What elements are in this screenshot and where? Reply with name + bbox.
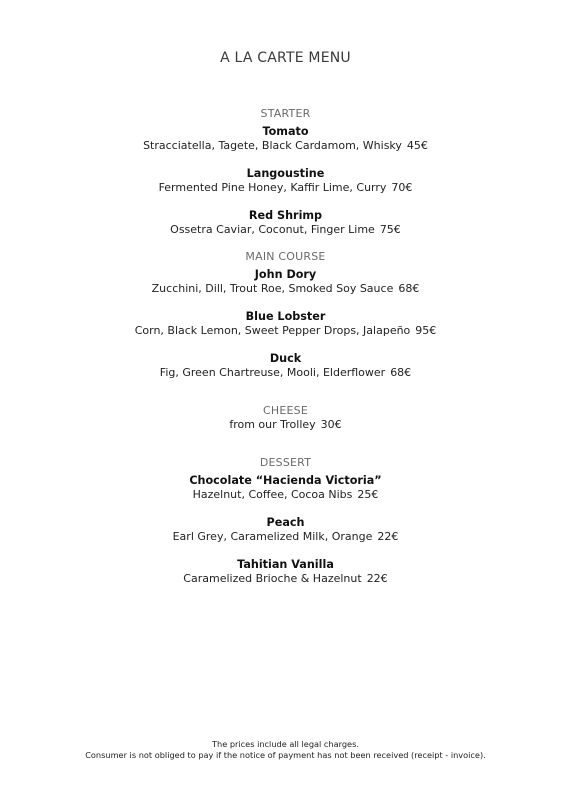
page-title: A LA CARTE MENU	[220, 50, 351, 66]
menu-item-tahitian-vanilla	[0, 558, 571, 586]
item-name: Langoustine	[246, 167, 325, 180]
section-heading-starter: STARTER	[260, 107, 311, 120]
item-description-line	[0, 572, 571, 586]
item-description: Hazelnut, Coffee, Cocoa Nibs	[192, 488, 353, 501]
item-description: Corn, Black Lemon, Sweet Pepper Drops, Jalapeño	[134, 324, 411, 337]
item-name: Tahitian Vanilla	[237, 558, 334, 571]
item-description: Caramelized Brioche & Hazelnut	[183, 572, 362, 585]
item-description-line	[0, 366, 571, 380]
item-price: 75€	[379, 223, 401, 236]
item-name: John Dory	[254, 268, 317, 281]
item-description-line	[0, 223, 571, 237]
menu-item-john-dory	[0, 268, 571, 296]
menu-item-peach	[0, 516, 571, 544]
section-dessert	[0, 456, 571, 586]
section-heading-main-course: MAIN COURSE	[245, 250, 326, 263]
section-cheese	[0, 404, 571, 432]
footer-line-consumer-notice: Consumer is not obliged to pay if the notice of payment has not been received (receipt - invoice).	[85, 750, 486, 760]
item-description: Stracciatella, Tagete, Black Cardamom, Whisky	[143, 139, 402, 152]
item-description-line	[0, 488, 571, 502]
item-price: 68€	[390, 366, 412, 379]
menu-item-cheese-trolley	[0, 418, 571, 432]
item-description: Fermented Pine Honey, Kaffir Lime, Curry	[158, 181, 387, 194]
menu-item-chocolate	[0, 474, 571, 502]
item-description-line	[0, 418, 571, 432]
item-price: 95€	[415, 324, 437, 337]
item-description: Earl Grey, Caramelized Milk, Orange	[172, 530, 373, 543]
item-price: 22€	[366, 572, 388, 585]
item-description: Fig, Green Chartreuse, Mooli, Elderflower	[159, 366, 386, 379]
item-name: Duck	[269, 352, 302, 365]
item-price: 22€	[377, 530, 399, 543]
menu-body	[0, 107, 571, 586]
item-description: Zucchini, Dill, Trout Roe, Smoked Soy Sauce	[151, 282, 394, 295]
item-description-line	[0, 324, 571, 338]
item-name: Tomato	[262, 125, 309, 138]
item-price: 30€	[320, 418, 342, 431]
section-starter	[0, 107, 571, 237]
section-main-course	[0, 250, 571, 380]
item-name: Red Shrimp	[248, 209, 323, 222]
item-price: 25€	[357, 488, 379, 501]
item-description-line	[0, 282, 571, 296]
item-description-line	[0, 139, 571, 153]
section-heading-cheese: CHEESE	[263, 404, 308, 417]
item-name: Chocolate “Hacienda Victoria”	[189, 474, 382, 487]
menu-item-red-shrimp	[0, 209, 571, 237]
item-price: 68€	[398, 282, 420, 295]
item-price: 45€	[406, 139, 428, 152]
item-description-line	[0, 181, 571, 195]
item-description-line	[0, 530, 571, 544]
item-description: from our Trolley	[229, 418, 316, 431]
item-name: Peach	[266, 516, 305, 529]
menu-item-langoustine	[0, 167, 571, 195]
item-price: 70€	[391, 181, 413, 194]
menu-item-duck	[0, 352, 571, 380]
item-name: Blue Lobster	[245, 310, 326, 323]
menu-item-blue-lobster	[0, 310, 571, 338]
footer-line-prices: The prices include all legal charges.	[212, 739, 359, 749]
menu-item-tomato	[0, 125, 571, 153]
legal-footer	[0, 739, 571, 761]
item-description: Ossetra Caviar, Coconut, Finger Lime	[170, 223, 375, 236]
section-heading-dessert: DESSERT	[259, 456, 312, 469]
